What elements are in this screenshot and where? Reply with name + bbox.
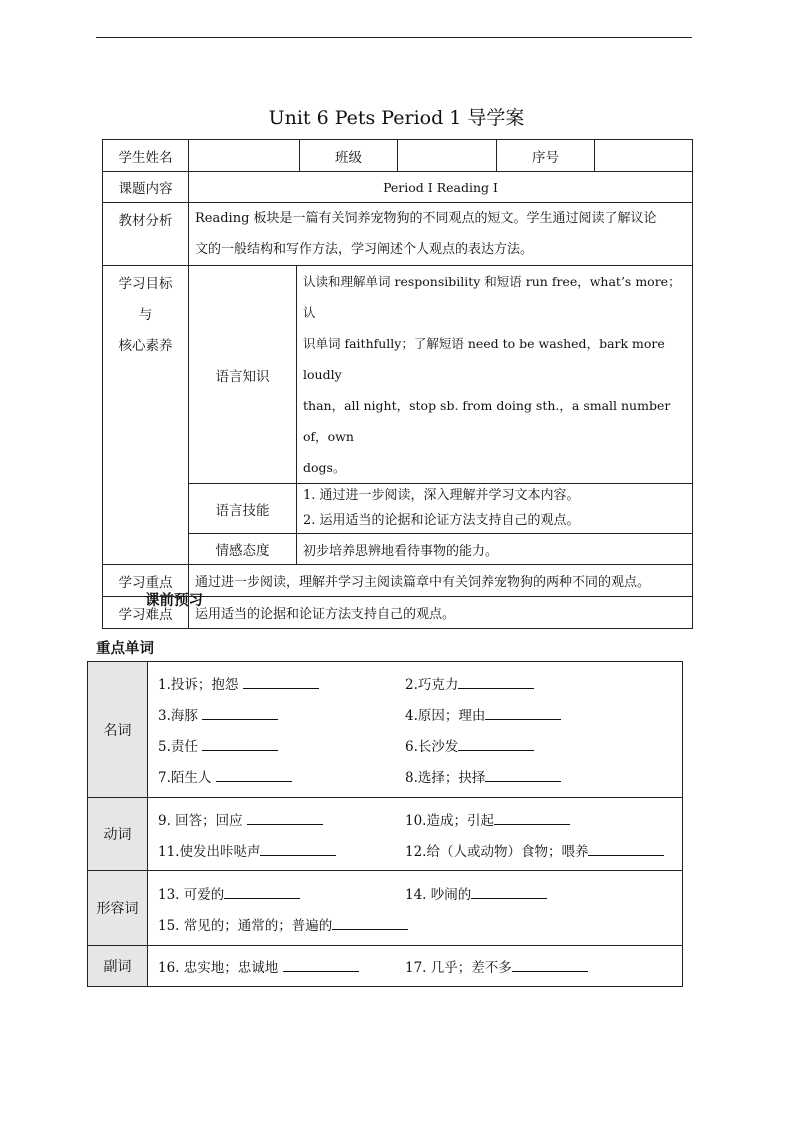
- number-label: 序号: [497, 140, 595, 172]
- lang-skill-line: 2. 运用适当的论据和论证方法支持自己的观点。: [303, 512, 580, 528]
- adv-items: [148, 946, 683, 987]
- goals-label: [103, 266, 189, 565]
- answer-blank[interactable]: [588, 842, 664, 856]
- vocab-prompt: 14. 吵闹的: [405, 886, 472, 903]
- attitude-value: 初步培养思辨地看待事物的能力。: [297, 534, 693, 565]
- vocab-item: [158, 883, 405, 903]
- verb-items: [148, 798, 683, 871]
- student-name-field[interactable]: [189, 140, 300, 172]
- vocab-item: [158, 735, 405, 755]
- answer-blank[interactable]: [243, 675, 319, 689]
- noun-items: [148, 662, 683, 798]
- vocab-item: [405, 766, 652, 786]
- class-field[interactable]: [398, 140, 497, 172]
- vocab-prompt: 12.给（人或动物）食物；喂养: [405, 843, 589, 860]
- lang-skill-text: [297, 484, 693, 534]
- vocab-prompt: 10.造成；引起: [405, 812, 494, 829]
- vocab-item: [158, 766, 405, 786]
- noun-label: 名词: [88, 662, 148, 798]
- vocab-item: [158, 840, 405, 860]
- lang-skill-line: 1. 通过进一步阅读，深入理解并学习文本内容。: [303, 488, 580, 503]
- vocab-item: [158, 704, 405, 724]
- topic-value: Period I Reading I: [189, 172, 693, 203]
- lang-knowledge-text: [297, 266, 693, 484]
- analysis-line: Reading 板块是一篇有关饲养宠物狗的不同观点的短文。学生通过阅读了解议论: [195, 211, 657, 226]
- answer-blank[interactable]: [485, 768, 561, 782]
- analysis-label: 教材分析: [103, 203, 189, 266]
- vocab-row: [158, 951, 682, 982]
- vocab-prompt: 17. 几乎；差不多: [405, 960, 512, 976]
- answer-blank[interactable]: [202, 737, 278, 751]
- vocab-item: [405, 840, 652, 860]
- answer-blank[interactable]: [485, 706, 561, 720]
- vocab-prompt: 6.长沙发: [405, 739, 459, 755]
- vocab-item: [405, 883, 652, 903]
- vocab-item: [405, 956, 652, 976]
- number-field[interactable]: [595, 140, 693, 172]
- answer-blank[interactable]: [224, 885, 300, 899]
- lang-skill-label: 语言技能: [189, 484, 297, 534]
- answer-blank[interactable]: [471, 885, 547, 899]
- answer-blank[interactable]: [458, 675, 534, 689]
- vocab-prompt: 15. 常见的；通常的；普遍的: [158, 917, 333, 934]
- goals-label-line: 核心素养: [118, 338, 173, 354]
- vocab-item: [158, 914, 558, 934]
- answer-blank[interactable]: [260, 842, 336, 856]
- vocab-prompt: 7.陌生人: [158, 770, 212, 786]
- adj-items: [148, 871, 683, 946]
- lang-knowledge-line: dogs。: [303, 460, 346, 475]
- answer-blank[interactable]: [202, 706, 278, 720]
- document-title: Unit 6 Pets Period 1 导学案: [268, 107, 525, 129]
- student-name-label: 学生姓名: [103, 140, 189, 172]
- vocab-row: [158, 877, 682, 908]
- lang-knowledge-line: 识单词 faithfully；了解短语 need to be washed，bark more loudly: [303, 336, 665, 382]
- vocab-row: [158, 668, 682, 699]
- vocab-row: [158, 761, 682, 792]
- answer-blank[interactable]: [283, 958, 359, 972]
- vocab-item: [158, 809, 405, 829]
- vocab-item: [405, 809, 652, 829]
- adv-label: 副词: [88, 946, 148, 987]
- vocab-heading: 重点单词: [96, 641, 154, 657]
- goals-label-line: 学习目标: [118, 276, 173, 292]
- vocab-prompt: 16. 忠实地；忠诚地: [158, 960, 279, 976]
- vocab-item: [158, 956, 405, 976]
- answer-blank[interactable]: [512, 958, 588, 972]
- vocab-prompt: 11.使发出咔哒声: [158, 843, 261, 860]
- answer-blank[interactable]: [458, 737, 534, 751]
- preview-heading: 课前预习: [145, 593, 203, 609]
- vocab-item: [405, 735, 652, 755]
- answer-blank[interactable]: [247, 811, 323, 825]
- adj-label: 形容词: [88, 871, 148, 946]
- vocab-item: [405, 704, 652, 724]
- goals-label-line: 与: [138, 307, 153, 323]
- vocab-item: [405, 673, 652, 693]
- attitude-label: 情感态度: [189, 534, 297, 565]
- topic-label: 课题内容: [103, 172, 189, 203]
- answer-blank[interactable]: [332, 916, 408, 930]
- vocab-prompt: 5.责任: [158, 739, 198, 755]
- vocab-item: [158, 673, 405, 693]
- analysis-text: [189, 203, 693, 266]
- info-table: [102, 139, 693, 629]
- vocab-row: [158, 834, 682, 865]
- analysis-line: 文的一般结构和写作方法，学习阐述个人观点的表达方法。: [195, 242, 534, 257]
- vocab-prompt: 9. 回答；回应: [158, 812, 243, 829]
- lang-knowledge-line: 认读和理解单词 responsibility 和短语 run free，what’s more；认: [303, 274, 681, 320]
- answer-blank[interactable]: [494, 811, 570, 825]
- key-point-label: 学习重点: [103, 565, 189, 597]
- difficulty-label: 学习难点: [103, 597, 189, 629]
- vocab-prompt: 3.海豚: [158, 708, 198, 724]
- class-label: 班级: [300, 140, 398, 172]
- vocab-row: [158, 803, 682, 834]
- header-rule: [96, 37, 692, 38]
- vocab-prompt: 4.原因；理由: [405, 708, 486, 724]
- difficulty-value: 运用适当的论据和论证方法支持自己的观点。: [189, 597, 693, 629]
- lang-knowledge-label: 语言知识: [189, 266, 297, 484]
- key-point-value: 通过进一步阅读，理解并学习主阅读篇章中有关饲养宠物狗的两种不同的观点。: [189, 565, 693, 597]
- answer-blank[interactable]: [216, 768, 292, 782]
- vocab-prompt: 8.选择；抉择: [405, 770, 486, 786]
- vocab-prompt: 1.投诉；抱怨: [158, 677, 239, 693]
- verb-label: 动词: [88, 798, 148, 871]
- vocab-prompt: 13. 可爱的: [158, 886, 225, 903]
- vocab-row: [158, 908, 682, 939]
- lang-knowledge-line: than，all night，stop sb. from doing sth.，a small number of，own: [303, 398, 671, 444]
- vocab-row: [158, 730, 682, 761]
- vocab-row: [158, 699, 682, 730]
- vocab-prompt: 2.巧克力: [405, 677, 459, 693]
- vocab-table: [87, 661, 683, 987]
